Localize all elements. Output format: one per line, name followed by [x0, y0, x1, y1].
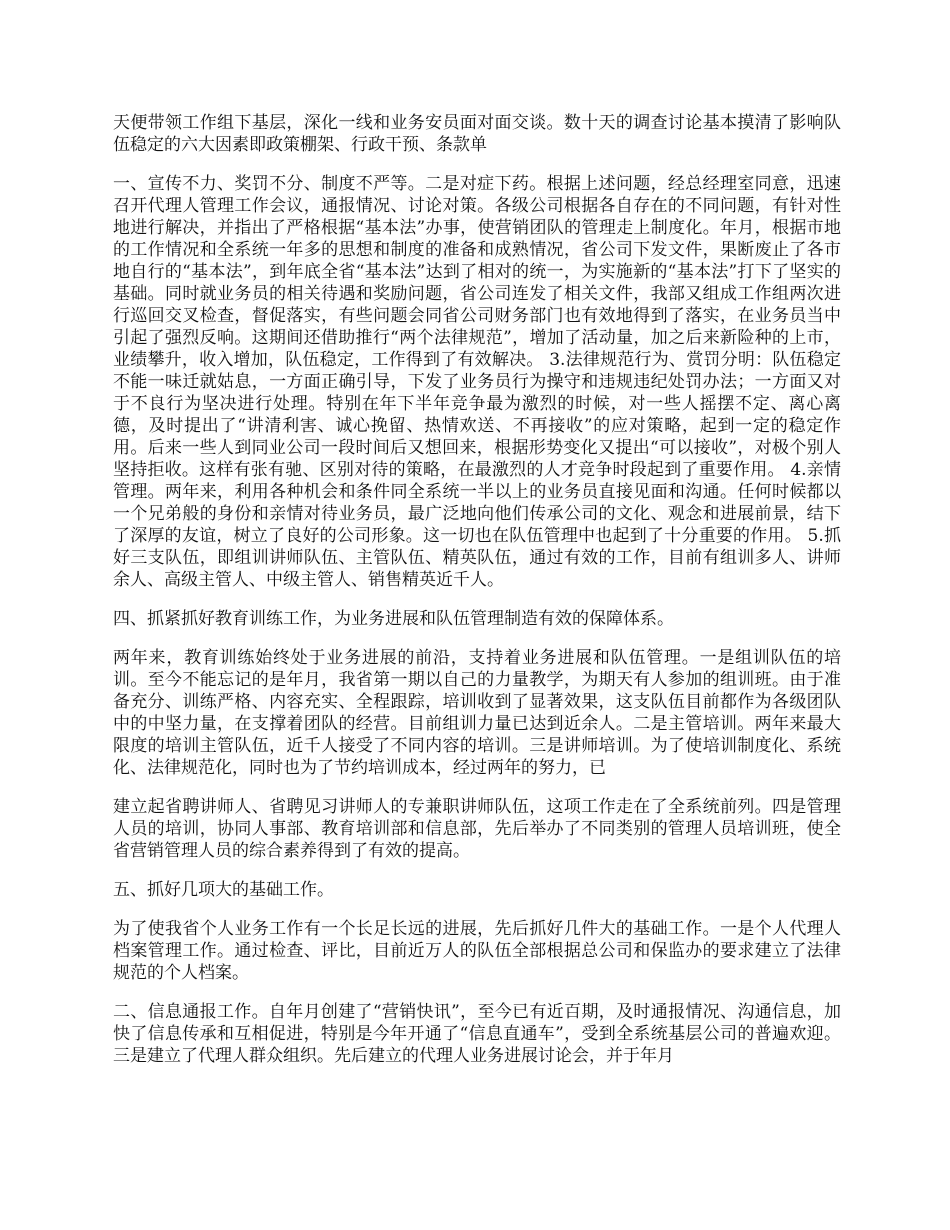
- heading-section-four: 四、抓紧抓好教育训练工作，为业务进展和队伍管理制造有效的保障体系。: [113, 609, 674, 629]
- document-page: [113, 112, 841, 1067]
- paragraph-information: 二、信息通报工作。自年月创建了“营销快讯”，至今已有近百期，及时通报情况、沟通信息，加快了信息传承和互相促进，特别是今年开通了“信息直通车”，受到全系统基层公司的普遍欢迎。三是建立了代理人群众组织。先后建立的代理人业务进展讨论会，并于年月: [113, 1002, 841, 1066]
- paragraph-section-one: 一、宣传不力、奖罚不分、制度不严等。二是对症下药。根据上述问题，经总经理室同意，迅速召开代理人管理工作会议，通报情况、讨论对策。各级公司根据各自存在的不同问题，有针对性地进行解决，并指出了严格根据“基本法”办事，使营销团队的管理走上制度化。年月，根据市地的工作情况和全系统一年多的思想和制度的准备和成熟情况，省公司下发文件，果断废止了各市地自行的“基本法”，到年底全省“基本法”达到了相对的统一，为实施新的“基本法”打下了坚实的基础。同时就业务员的相关待遇和奖励问题，省公司连发了相关文件，我部又组成工作组两次进行巡回交叉检查，督促落实，有些问题会同省公司财务部门也有效地得到了落实，在业务员当中引起了强烈反响。这期间还借助推行“两个法律规范”，增加了活动量，加之后来新险种的上市，业绩攀升，收入增加，队伍稳定，工作得到了有效解决。 3.法律规范行为、赏罚分明：队伍稳定不能一味迁就姑息，一方面正确引导，下发了业务员行为操守和违规违纪处罚办法；一方面又对于不良行为坚决进行处理。特别在年下半年竞争最为激烈的时候，对一些人摇摆不定、离心离德，及时提出了“讲清利害、诚心挽留、热情欢送、不再接收”的应对策略，起到一定的稳定作用。后来一些人到同业公司一段时间后又想回来，根据形势变化又提出“可以接收”，对极个别人坚持拒收。这样有张有驰、区别对待的策略，在最激烈的人才竞争时段起到了重要作用。 4.亲情管理。两年来，利用各种机会和条件同全系统一半以上的业务员直接见面和沟通。任何时候都以一个兄弟般的身份和亲情对待业务员，最广泛地向他们传承公司的文化、观念和进展前景，结下了深厚的友谊，树立了良好的公司形象。这一切也在队伍管理中也起到了十分重要的作用。 5.抓好三支队伍，即组训讲师队伍、主管队伍、精英队伍，通过有效的工作，目前有组训多人、讲师余人、高级主管人、中级主管人、销售精英近千人。: [113, 174, 841, 590]
- paragraph-lecturers: 建立起省聘讲师人、省聘见习讲师人的专兼职讲师队伍，这项工作走在了全系统前列。四是管理人员的培训，协同人事部、教育培训部和信息部，先后举办了不同类别的管理人员培训班，使全省营销管理人员的综合素养得到了有效的提高。: [113, 797, 841, 861]
- heading-section-five: 五、抓好几项大的基础工作。: [113, 880, 334, 900]
- paragraph-archives: 为了使我省个人业务工作有一个长足长远的进展，先后抓好几件大的基础工作。一是个人代理人档案管理工作。通过检查、评比，目前近万人的队伍全部根据总公司和保监办的要求建立了法律规范的个人档案。: [113, 919, 841, 983]
- paragraph-intro: 天便带领工作组下基层，深化一线和业务安员面对面交谈。数十天的调查讨论基本摸清了影响队伍稳定的六大因素即政策棚架、行政干预、条款单: [113, 113, 841, 155]
- paragraph-training: 两年来，教育训练始终处于业务进展的前沿，支持着业务进展和队伍管理。一是组训队伍的培训。至今不能忘记的是年月，我省第一期以自己的力量教学，为期天有人参加的组训班。由于准备充分、训练严格、内容充实、全程跟踪，培训收到了显著效果，这支队伍目前都作为各级团队中的中坚力量，在支撑着团队的经营。目前组训力量已达到近余人。二是主管培训。两年来最大限度的培训主管队伍，近千人接受了不同内容的培训。三是讲师培训。为了使培训制度化、系统化、法律规范化，同时也为了节约培训成本，经过两年的努力，已: [113, 648, 841, 778]
